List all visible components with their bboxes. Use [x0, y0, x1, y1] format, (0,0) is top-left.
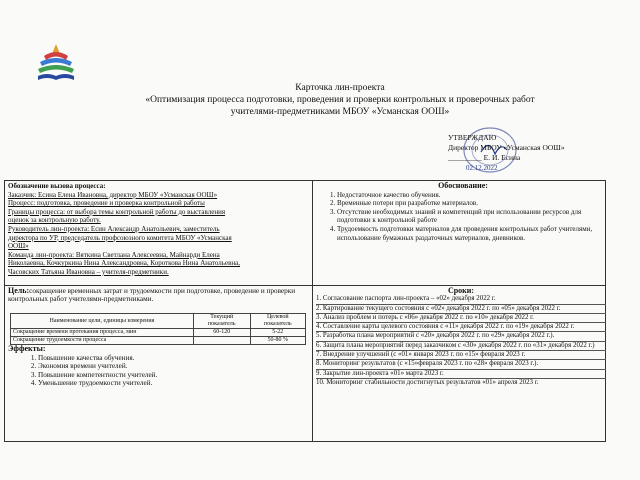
table-cell: 60-120	[193, 329, 250, 337]
table-header-row	[11, 314, 306, 329]
term-item: 7. Внедрение улучшений (с «01» января 2023 г. по «15» февраля 2023 г.	[316, 351, 606, 360]
problems-heading: Обоснование:	[438, 181, 488, 190]
approval-line-2: Директор МБОУ «Усманская ООШ»	[448, 143, 565, 152]
owners-line: Команда лин-проекта: Вяткина Светлана Алексеевна, Майнарди Елена	[8, 250, 220, 259]
problem-item: 4. Трудоемкость подготовки материалов для проведения контрольных работ учителями, использование бумажных раздаточных материалов, дневников.	[337, 225, 605, 242]
table-cell: 50-80 %	[250, 337, 305, 345]
project-card-grid	[4, 180, 606, 442]
owners-line: Заказчик: Есина Елена Ивановна, директор МБОУ «Усманская ООШ»	[8, 190, 218, 199]
effects-heading: Эффекты:	[8, 344, 46, 353]
title-line-2: «Оптимизация процесса подготовки, проведения и проверки контрольных и проверочных работ	[145, 95, 535, 105]
document-title	[80, 82, 600, 118]
table-cell: Сокращение времени протекания процесса, мин	[11, 329, 194, 337]
indicators-table	[10, 313, 306, 345]
goal-text: сокращение временных затрат и трудоемкости при подготовке, проведение и проверки контрольных работ учителями-предметниками.	[8, 287, 296, 304]
problem-item: 3. Отсутствие необходимых знаний и компетенций при использовании ресурсов для подготовки к контрольной работе	[337, 208, 605, 225]
term-item: 6. Защита плана мероприятий перед заказчиком с «30» декабря 2022 г. по «31» декабря 2022 г.)	[316, 342, 606, 351]
approval-date: 02.12.2022	[466, 164, 498, 172]
table-header-cell: Наименование цели, единицы измерения	[11, 314, 194, 329]
owners-line: оценок за контрольную работу.	[8, 216, 101, 225]
effect-item: 3. Повышение компетентности учителей.	[38, 371, 308, 380]
title-line-1: Карточка лин-проекта	[295, 83, 385, 93]
owners-line: Процесс: подготовка, проведение и проверка контрольной работы	[8, 199, 205, 208]
term-item: 5. Разработка плана мероприятий с «20» декабря 2022 г. по «29» декабря 2022 г.).	[316, 332, 606, 341]
approval-block	[448, 133, 618, 173]
table-row	[11, 329, 306, 337]
effects-section	[8, 345, 308, 388]
term-item: 4. Составление карты целевого состояния с «11» декабря 2022 г. по «19» декабря 2022 г.	[316, 323, 606, 332]
title-line-3: учителями-предметниками МБОУ «Усманская ООШ»	[230, 107, 450, 117]
effect-item: 2. Экономия времени учителей.	[38, 362, 308, 371]
problem-item: 1. Недостаточное качество обучения.	[337, 191, 605, 200]
effect-item: 4. Уменьшение трудоемкости учителей.	[38, 379, 308, 388]
term-item: 9. Закрытие лин-проекта «01» марта 2023 г.	[316, 370, 606, 379]
approval-line-3: _________ Е. И. Есина	[448, 153, 521, 162]
owners-line: Николаевна, Кочкуркина Нина Александровна, Короткова Нина Анатольевна,	[8, 259, 240, 268]
approval-line-1: УТВЕРЖДАЮ	[448, 133, 497, 142]
owners-heading: Обозначение вызова процесса:	[8, 182, 106, 190]
school-logo	[30, 38, 82, 90]
table-cell	[193, 337, 250, 345]
term-item: 10. Мониторинг стабильности достигнутых результатов «01» апреля 2023 г.	[316, 378, 539, 386]
owners-line: Руководитель лин-проекта: Есин Александр Анатольевич, заместитель	[8, 224, 220, 233]
table-header-cell: Целевой показатель	[250, 314, 305, 329]
problem-item: 2. Временные потери при разработке материалов.	[337, 199, 605, 208]
term-item: 8. Мониторинг результатов (с «15»февраля 2023 г. по «28» февраля 2023 г.).	[316, 360, 606, 369]
effect-item: 1. Повышение качества обучения.	[38, 354, 308, 363]
table-cell: Сокращение трудоемкости процесса	[11, 337, 194, 345]
owners-section	[8, 182, 308, 277]
goal-section	[8, 287, 310, 304]
table-header-cell: Текущий показатель	[193, 314, 250, 329]
owners-line: директора по УР, председатель профсоюзного комитета МБОУ «Усманская	[8, 233, 232, 242]
owners-line: Часовских Татьяна Ивановна – учителя-предметники.	[8, 267, 169, 276]
problems-section	[321, 182, 605, 242]
row-divider	[5, 285, 605, 286]
table-row	[11, 337, 306, 345]
term-item: 2. Картирование текущего состояния с «02» декабря 2022 г. по «05» декабря 2022 г.	[316, 305, 606, 314]
goal-label: Цель:	[8, 286, 30, 295]
column-divider	[312, 181, 313, 441]
table-cell: 5-22	[250, 329, 305, 337]
term-item: 3. Анализ проблем и потерь с «06» декабря 2022 г. по «10» декабря 2022 г.	[316, 314, 606, 323]
owners-line: ООШ»	[8, 242, 29, 251]
terms-section	[316, 287, 606, 387]
owners-line: Границы процесса: от выбора темы контрольной работы до выставления	[8, 207, 226, 216]
term-item: 1. Согласование паспорта лин-проекта – «02» декабря 2022 г.	[316, 295, 606, 304]
terms-heading: Сроки:	[447, 286, 475, 295]
